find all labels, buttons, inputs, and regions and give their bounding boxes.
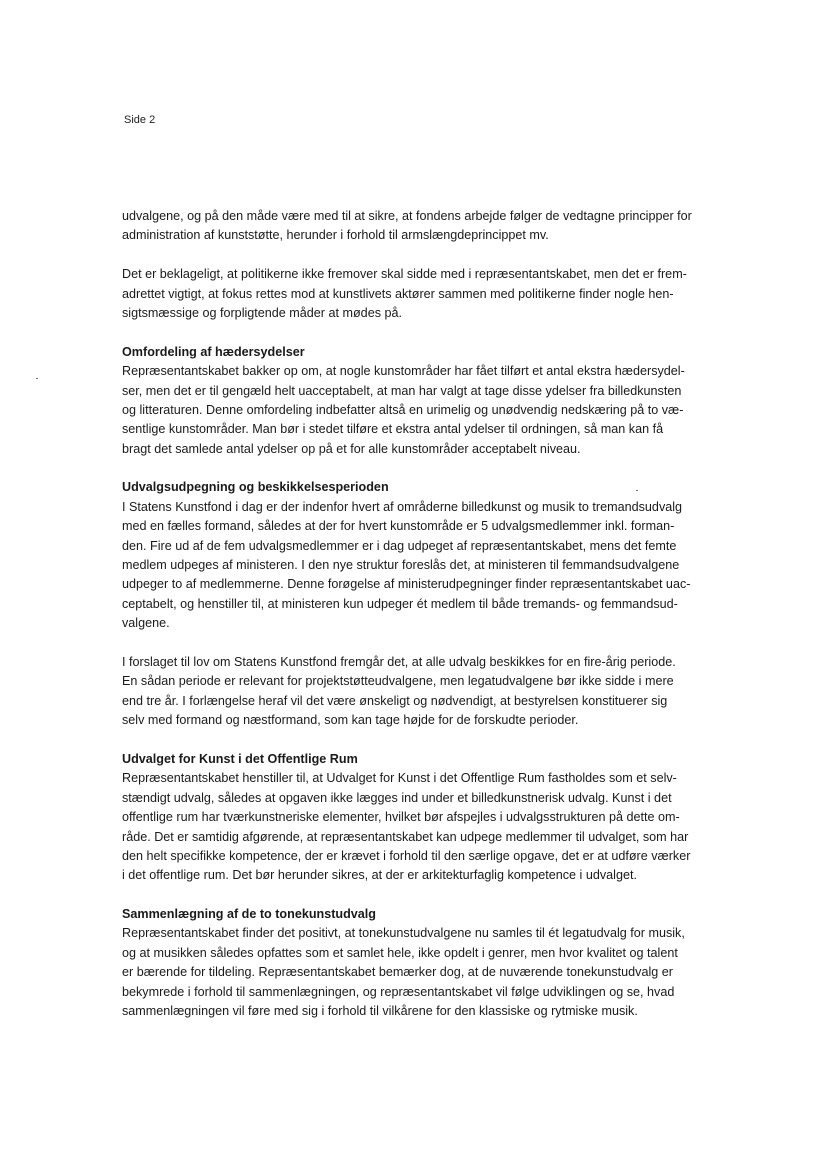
text-line: ceptabelt, og henstiller til, at ministeren kun udpeger ét medlem til både tremands- og femmandsud- <box>122 596 678 611</box>
text-line: medlem udpeges af ministeren. I den nye struktur foreslås det, at ministeren til femmandsudvalgene <box>122 558 680 573</box>
text-line: ser, men det er til gengæld helt uacceptabelt, at man har valgt at tage disse ydelser fra billedkunsten <box>122 383 682 398</box>
text-line: selv med formand og næstformand, som kan tage højde for de forskudte perioder. <box>122 713 579 728</box>
text-line: og at musikken således opfattes som et samlet hele, ikke opdelt i genrer, men hvor kvalitet og talent <box>122 945 678 960</box>
paragraph <box>122 769 722 885</box>
section-heading: Udvalget for Kunst i det Offentlige Rum <box>122 751 358 766</box>
paragraph-gap <box>122 731 722 750</box>
text-line: valgene. <box>122 616 170 631</box>
text-line: den. Fire ud af de fem udvalgsmedlemmer er i dag udpeget af repræsentantskabet, mens det femte <box>122 538 677 553</box>
paragraph-gap <box>122 246 722 265</box>
text-line: den helt specifikke kompetence, der er krævet i forhold til den særlige opgave, det er at udføre værker <box>122 848 691 863</box>
paragraph-gap <box>122 323 722 342</box>
scan-speck <box>36 378 38 379</box>
text-line: og litteraturen. Denne omfordeling indbefatter altså en urimelig og unødvendig nedskæring på to væ- <box>122 402 684 417</box>
text-line: bekymrede i forhold til sammenlægningen, og repræsentantskabet vil følge udviklingen og se, hvad <box>122 984 675 999</box>
paragraph <box>122 362 722 459</box>
text-line: er bærende for tildeling. Repræsentantskabet bemærker dog, at de nuværende tonekunstudvalg er <box>122 965 673 980</box>
text-line: end tre år. I forlængelse heraf vil det være ønskeligt og nødvendigt, at bestyrelsen konstituerer sig <box>122 693 668 708</box>
text-line: Det er beklageligt, at politikerne ikke fremover skal sidde med i repræsentantskabet, men det er frem- <box>122 267 687 282</box>
paragraph <box>122 924 722 1021</box>
text-line: sigtsmæssige og forpligtende måder at mødes på. <box>122 305 402 320</box>
text-line: råde. Det er samtidig afgørende, at repræsentantskabet kan udpege medlemmer til udvalget, som har <box>122 829 689 844</box>
section-heading: Sammenlægning af de to tonekunstudvalg <box>122 907 376 922</box>
text-line: udvalgene, og på den måde være med til at sikre, at fondens arbejde følger de vedtagne principper for <box>122 209 692 223</box>
paragraph-gap <box>122 634 722 653</box>
paragraph <box>122 653 722 731</box>
scan-speck <box>636 490 638 491</box>
page-number-label: Side 2 <box>124 114 156 126</box>
text-line: offentlige rum har tværkunstneriske elementer, hvilket bør afspejles i udvalgsstrukturen på dette om- <box>122 810 680 825</box>
section-heading: Udvalgsudpegning og beskikkelsesperioden <box>122 480 389 495</box>
text-line: Repræsentantskabet finder det positivt, at tonekunstudvalgene nu samles til ét legatudvalg for musik, <box>122 926 685 941</box>
text-line: I forslaget til lov om Statens Kunstfond fremgår det, at alle udvalg beskikkes for en fire-årig periode. <box>122 654 676 669</box>
document-body <box>122 207 722 1021</box>
text-line: sammenlægningen vil føre med sig i forhold til vilkårene for den klassiske og rytmiske musik. <box>122 1004 638 1019</box>
paragraph-gap <box>122 459 722 478</box>
paragraph <box>122 498 722 634</box>
text-line: I Statens Kunstfond i dag er der indenfor hvert af områderne billedkunst og musik to tremandsudvalg <box>122 499 683 514</box>
text-line: administration af kunststøtte, herunder i forhold til armslængdeprincippet mv. <box>122 228 549 243</box>
text-line: i det offentlige rum. Det bør herunder sikres, at der er arkitekturfaglig kompetence i udvalget. <box>122 868 637 883</box>
text-line: Repræsentantskabet bakker op om, at nogle kunstområder har fået tilført et antal ekstra hædersydel- <box>122 364 685 379</box>
paragraph <box>122 265 722 323</box>
text-line: En sådan periode er relevant for projektstøtteudvalgene, men legatudvalgene bør ikke sidde i mere <box>122 674 674 689</box>
text-line: stændigt udvalg, således at opgaven ikke lægges ind under et billedkunstnerisk udvalg. Kunst i det <box>122 790 672 805</box>
text-line: bragt det samlede antal ydelser op på et for alle kunstområder acceptabelt niveau. <box>122 441 581 456</box>
text-line: adrettet vigtigt, at fokus rettes mod at kunstlivets aktører sammen med politikerne finder nogle hen- <box>122 286 674 301</box>
text-line: med en fælles formand, således at der for hvert kunstområde er 5 udvalgsmedlemmer inkl. forman- <box>122 519 675 534</box>
paragraph <box>122 207 722 246</box>
text-line: udpeger to af medlemmerne. Denne forøgelse af ministerudpegninger finder repræsentantskabet uac- <box>122 577 691 592</box>
text-line: Repræsentantskabet henstiller til, at Udvalget for Kunst i det Offentlige Rum fastholdes som et selv- <box>122 771 677 786</box>
text-line: sentlige kunstområder. Man bør i stedet tilføre et ekstra antal ydelser til ordningen, så man kan få <box>122 422 664 437</box>
section-heading: Omfordeling af hædersydelser <box>122 344 305 359</box>
paragraph-gap <box>122 886 722 905</box>
